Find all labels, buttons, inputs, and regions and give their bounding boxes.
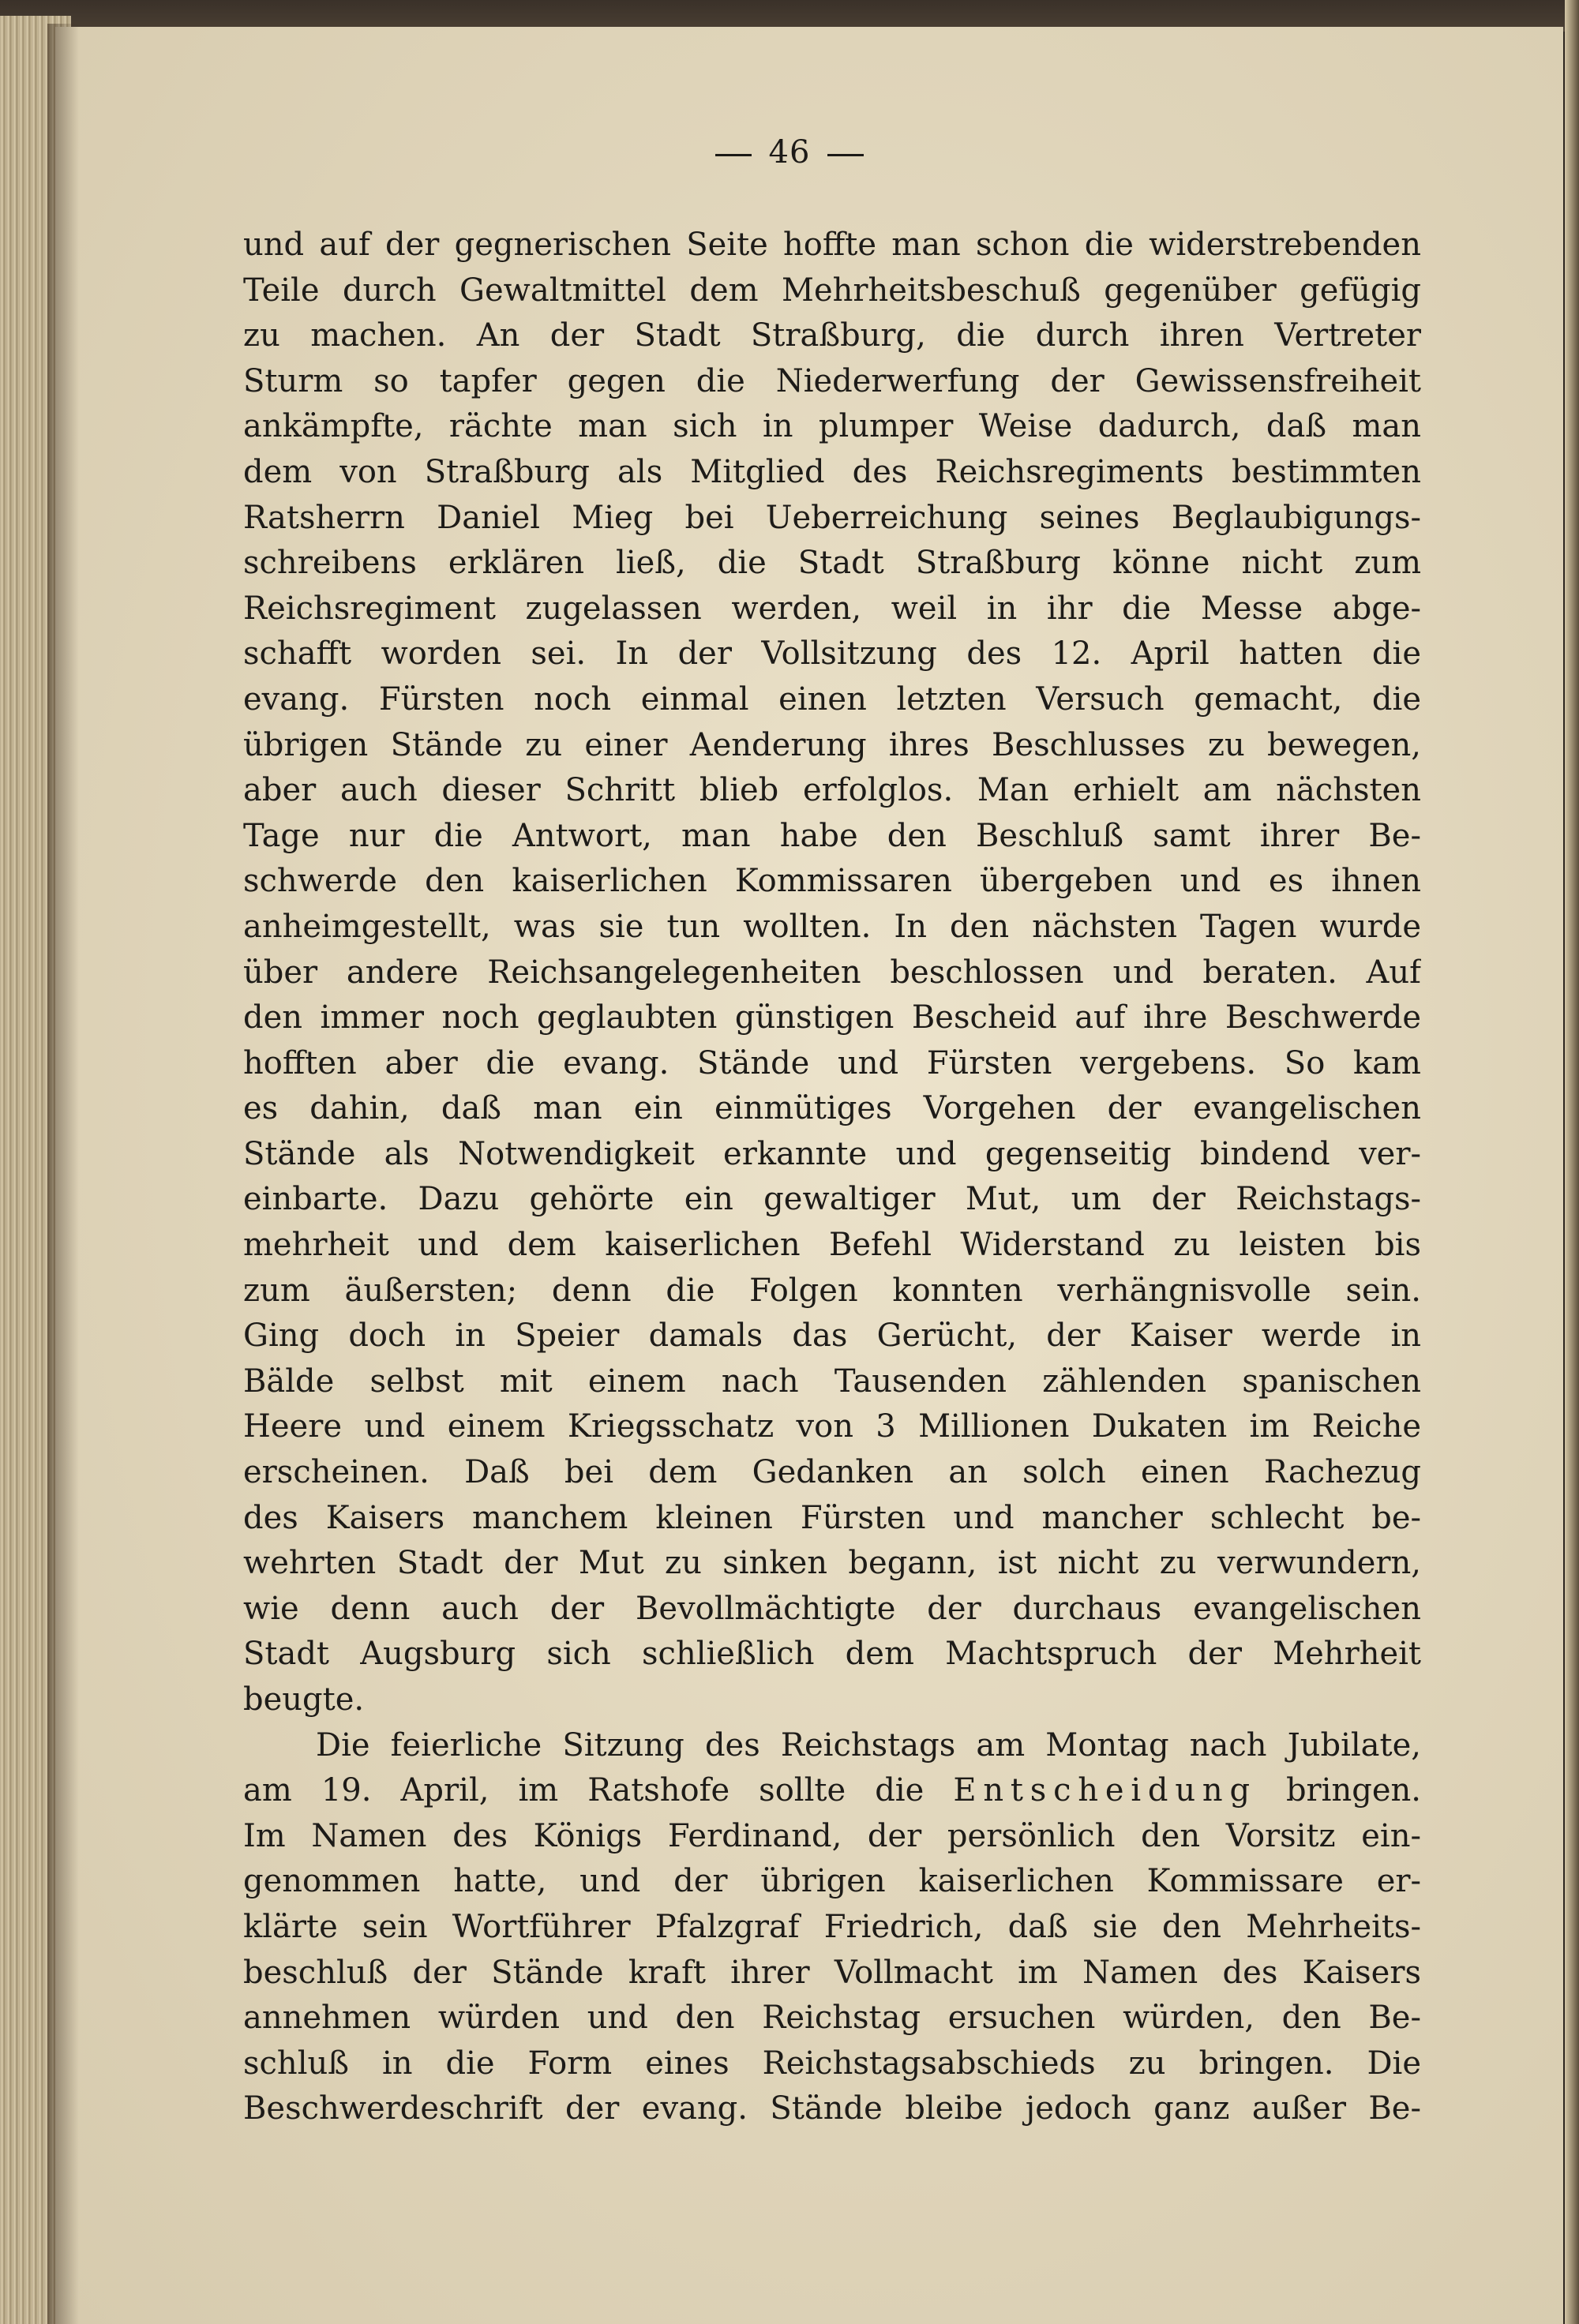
text-line: erscheinen. Daß bei dem Gedanken an solch einen Rachezug [243, 1454, 1421, 1491]
text-line: beschluß der Stände kraft ihrer Vollmacht im Namen des Kaisers [243, 1954, 1421, 1991]
text-line: Teile durch Gewaltmittel dem Mehrheitsbeschuß gegenüber gefügig [243, 272, 1421, 309]
text-line: anheimgestellt, was sie tun wollten. In den nächsten Tagen wurde [243, 908, 1421, 945]
text-line: schreibens erklären ließ, die Stadt Straßburg könne nicht zum [243, 545, 1421, 582]
line-segment: am 19. April, im Ratshofe sollte die [243, 1772, 925, 1809]
text-line: Sturm so tapfer gegen die Niederwerfung der Gewissensfreiheit [243, 362, 1421, 399]
header-dash-right [827, 154, 864, 156]
text-line: annehmen würden und den Reichstag ersuchen würden, den Be- [243, 2000, 1421, 2037]
header-dash-left [715, 154, 752, 156]
text-line: zu machen. An der Stadt Straßburg, die durch ihren Vertreter [243, 317, 1421, 354]
text-line: den immer noch geglaubten günstigen Bescheid auf ihre Beschwerde [243, 999, 1421, 1036]
text-line: einbarte. Dazu gehörte ein gewaltiger Mut, um der Reichstags- [243, 1181, 1421, 1218]
text-line: Tage nur die Antwort, man habe den Beschluß samt ihrer Be- [243, 817, 1421, 854]
text-line: Bälde selbst mit einem nach Tausenden zählenden spanischen [243, 1363, 1421, 1400]
text-line: ankämpfte, rächte man sich in plumper Weise dadurch, daß man [243, 408, 1421, 445]
text-line: Die feierliche Sitzung des Reichstags am Montag nach Jubilate, [316, 1726, 1421, 1764]
paragraph-1 [243, 223, 1421, 1723]
text-line: des Kaisers manchem kleinen Fürsten und mancher schlecht be- [243, 1499, 1421, 1536]
text-line: Reichsregiment zugelassen werden, weil in ihr die Messe abge- [243, 590, 1421, 627]
text-line: Im Namen des Königs Ferdinand, der persönlich den Vorsitz ein- [243, 1817, 1421, 1854]
text-line: zum äußersten; denn die Folgen konnten verhängnisvolle sein. [243, 1272, 1421, 1309]
text-line: klärte sein Wortführer Pfalzgraf Friedrich, daß sie den Mehrheits- [243, 1908, 1421, 1945]
text-line: wehrten Stadt der Mut zu sinken begann, ist nicht zu verwundern, [243, 1545, 1421, 1582]
text-line-with-emphasis [243, 1768, 1421, 1814]
text-line: Stadt Augsburg sich schließlich dem Machtspruch der Mehrheit [243, 1636, 1421, 1673]
emphasized-word: Entscheidung [953, 1772, 1257, 1809]
text-line: Ratsherrn Daniel Mieg bei Ueberreichung seines Beglaubigungs- [243, 499, 1421, 536]
page-edge-right [1565, 0, 1579, 2324]
paragraph-2 [243, 1723, 1421, 2132]
text-line: genommen hatte, und der übrigen kaiserlichen Kommissare er- [243, 1863, 1421, 1900]
text-line: es dahin, daß man ein einmütiges Vorgehen der evangelischen [243, 1090, 1421, 1127]
text-line: Beschwerdeschrift der evang. Stände bleibe jedoch ganz außer Be- [243, 2090, 1421, 2127]
text-line: aber auch dieser Schritt blieb erfolglos. Man erhielt am nächsten [243, 772, 1421, 809]
page-header [0, 134, 1579, 171]
text-line: Stände als Notwendigkeit erkannte und gegenseitig bindend ver- [243, 1135, 1421, 1172]
page-number: 46 [768, 134, 811, 171]
text-line: schafft worden sei. In der Vollsitzung des 12. April hatten die [243, 635, 1421, 673]
text-line: mehrheit und dem kaiserlichen Befehl Widerstand zu leisten bis [243, 1227, 1421, 1264]
text-line: beugte. [243, 1681, 365, 1718]
text-line: Ging doch in Speier damals das Gerücht, der Kaiser werde in [243, 1318, 1421, 1355]
text-line: übrigen Stände zu einer Aenderung ihres Beschlusses zu bewegen, [243, 726, 1421, 763]
text-line: evang. Fürsten noch einmal einen letzten Versuch gemacht, die [243, 680, 1421, 718]
text-line: wie denn auch der Bevollmächtigte der durchaus evangelischen [243, 1590, 1421, 1627]
body-text [243, 223, 1421, 2132]
text-line: Heere und einem Kriegsschatz von 3 Millionen Dukaten im Reiche [243, 1408, 1421, 1445]
text-line: dem von Straßburg als Mitglied des Reichsregiments bestimmten [243, 453, 1421, 490]
line-segment: bringen. [1285, 1772, 1421, 1809]
text-line: schluß in die Form eines Reichstagsabschieds zu bringen. Die [243, 2045, 1421, 2082]
spine-shadow [47, 24, 79, 2324]
text-line: und auf der gegnerischen Seite hoffte man schon die widerstrebenden [243, 227, 1421, 263]
text-line: schwerde den kaiserlichen Kommissaren übergeben und es ihnen [243, 863, 1421, 900]
text-line: hofften aber die evang. Stände und Fürsten vergebens. So kam [243, 1044, 1421, 1081]
text-line: über andere Reichsangelegenheiten beschlossen und beraten. Auf [243, 954, 1421, 991]
